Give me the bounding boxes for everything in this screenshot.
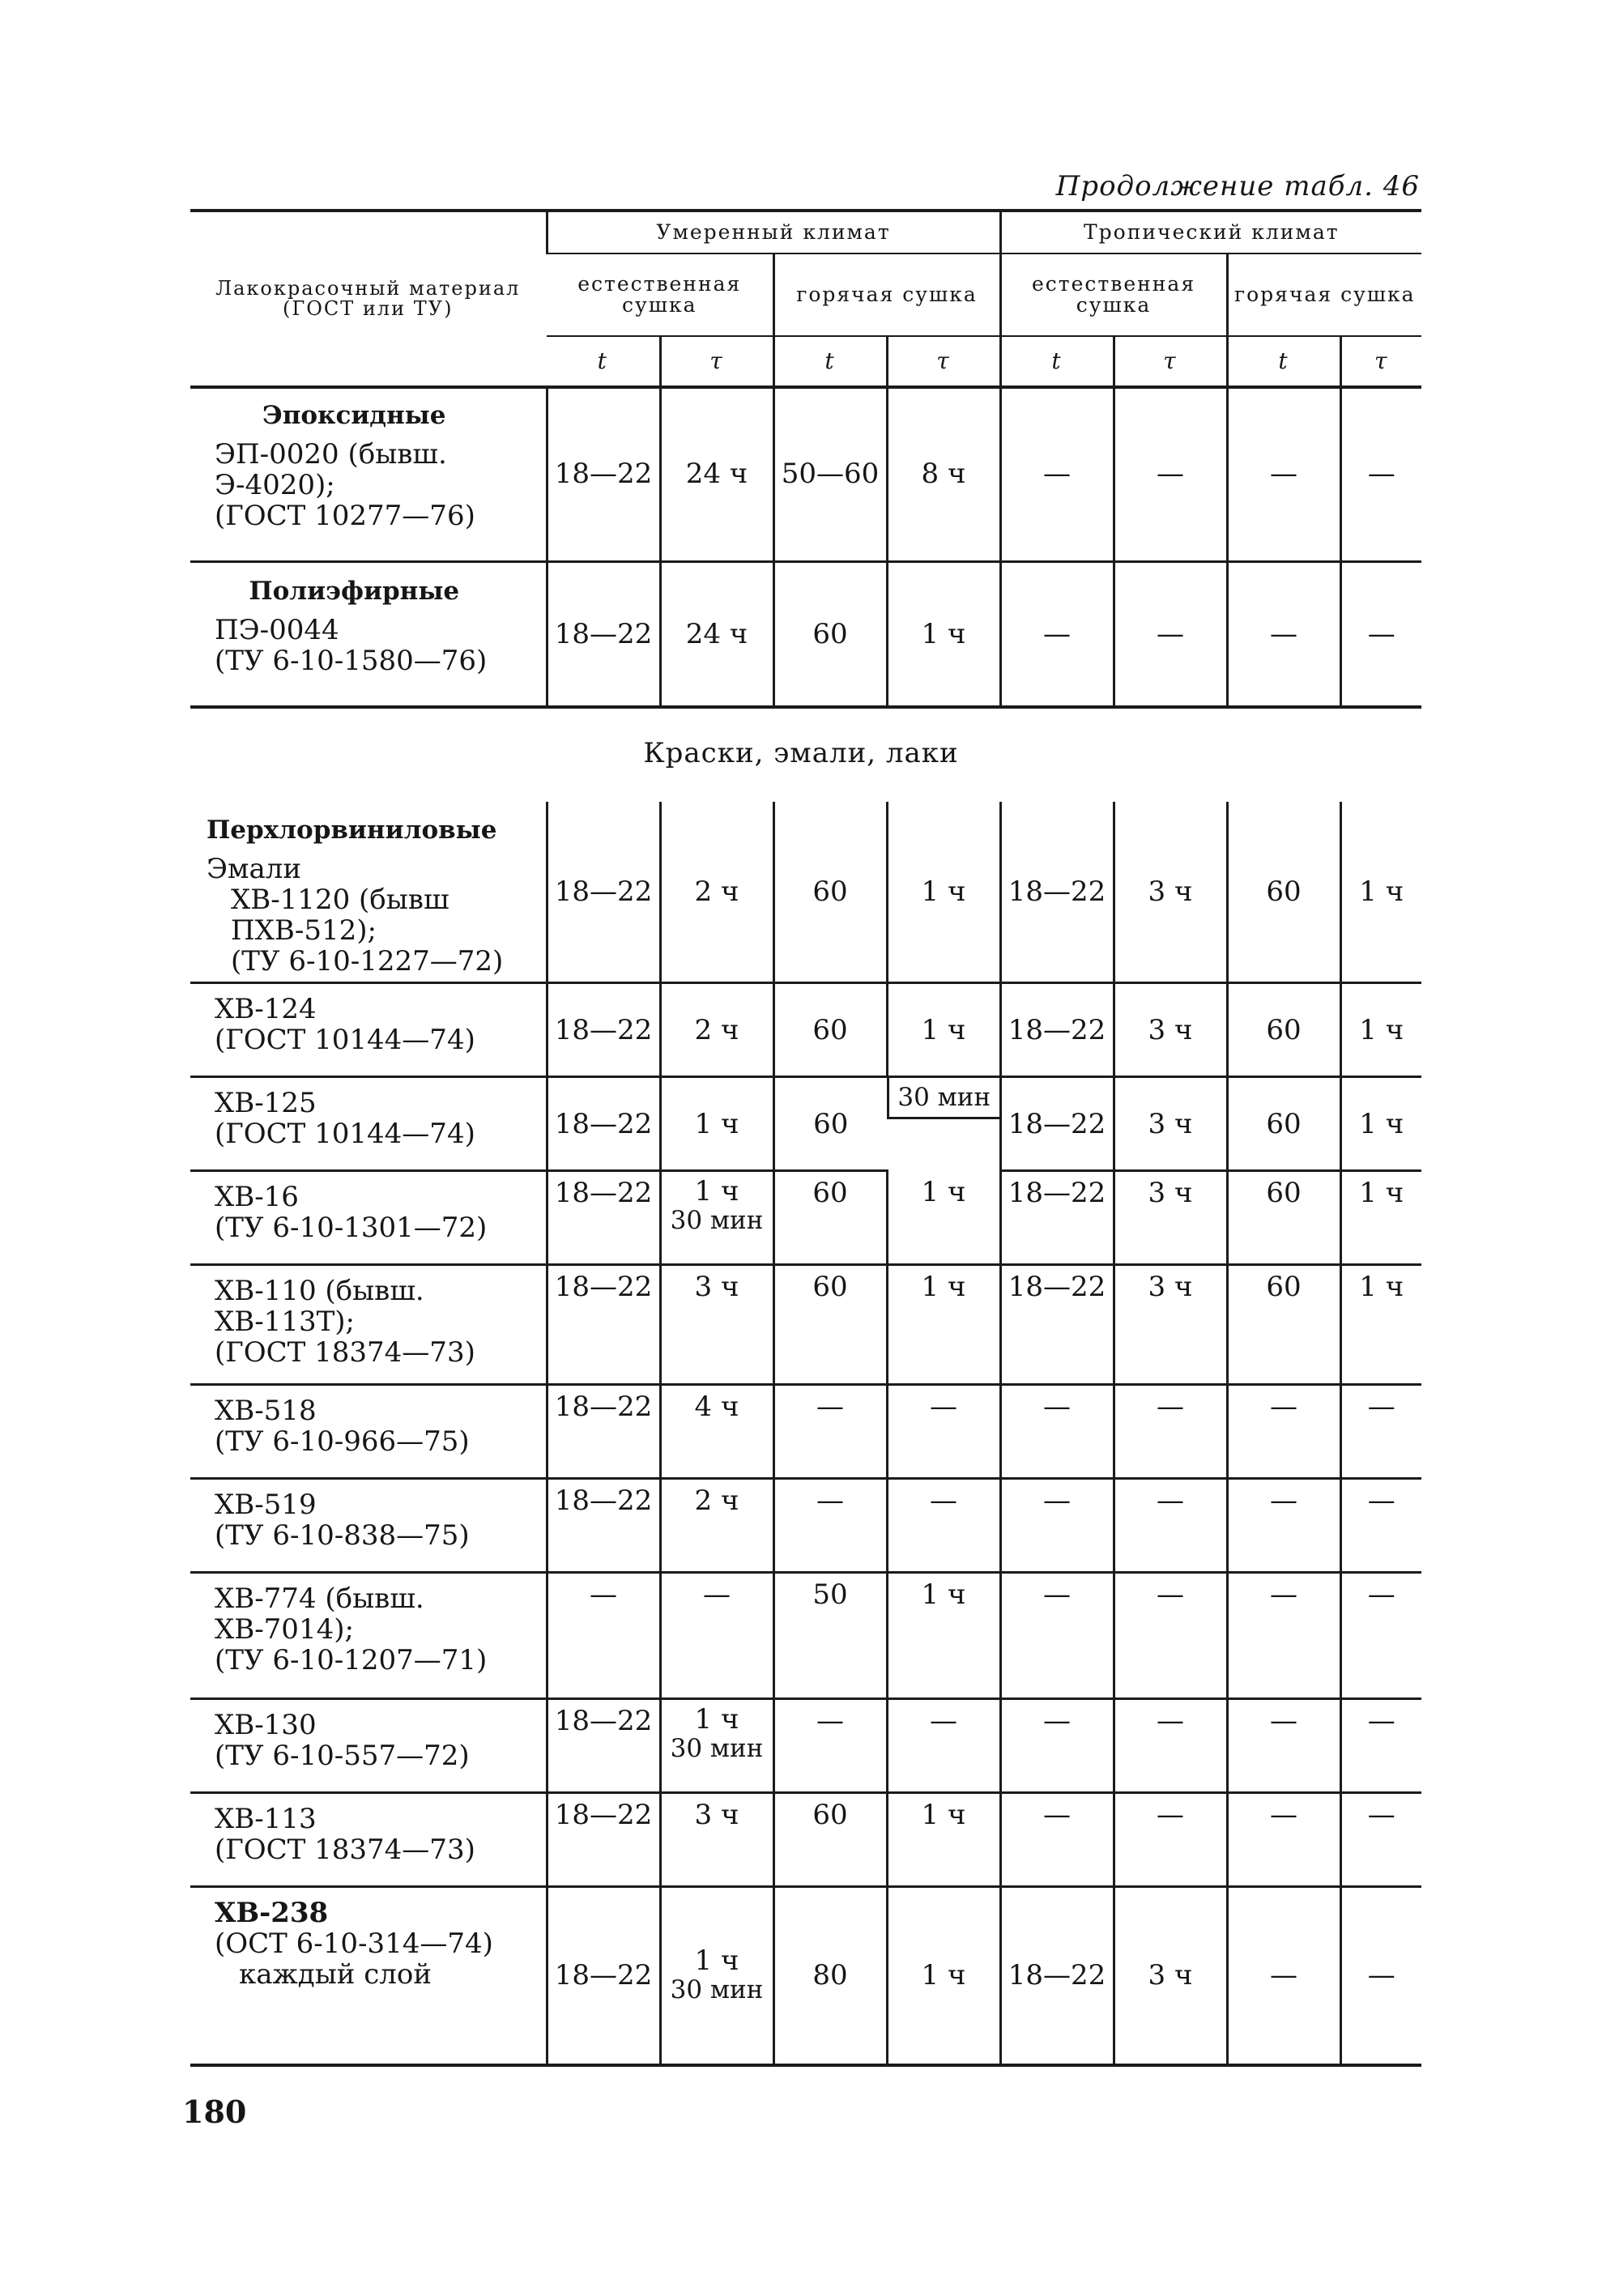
value-cell: — xyxy=(1227,1887,1340,2065)
value-cell: 18—22 xyxy=(547,1385,660,1479)
value-cell: — xyxy=(1227,1699,1340,1793)
value-cell: — xyxy=(773,1479,887,1573)
value-cell: 3 ч xyxy=(1114,1887,1227,2065)
material-line: ХВ-7014); xyxy=(215,1613,354,1646)
value-cell: 60 xyxy=(1227,1171,1340,1265)
page-number: 180 xyxy=(182,2094,247,2130)
header-tau: τ xyxy=(887,336,1000,387)
material-cell xyxy=(190,1699,547,1793)
section-title: Краски, эмали, лаки xyxy=(643,737,959,769)
material-line: ХВ-113 xyxy=(215,1803,317,1835)
material-line: ХВ-113Т); xyxy=(215,1306,355,1338)
material-cell xyxy=(190,1887,547,2065)
value-cell: 60 xyxy=(1227,983,1340,1077)
material-line: ХВ-110 (бывш. xyxy=(215,1275,424,1307)
value-cell: — xyxy=(1000,1573,1114,1699)
header-t: t xyxy=(773,336,887,387)
value-cell: 18—22 xyxy=(1000,802,1114,983)
value-cell: 1 ч xyxy=(887,1265,1000,1385)
value-cell xyxy=(660,1699,773,1793)
value-cell: — xyxy=(1227,1385,1340,1479)
value-line: 30 мин xyxy=(670,1206,764,1235)
value-cell: 18—22 xyxy=(1000,1171,1114,1265)
value-cell: 3 ч xyxy=(1114,1171,1227,1265)
table-header xyxy=(190,209,1421,389)
value-cell: 60 xyxy=(773,1077,887,1171)
header-t: t xyxy=(597,347,608,375)
header-tau: τ xyxy=(660,336,773,387)
material-line: ХВ-519 xyxy=(215,1489,317,1521)
value-cell: — xyxy=(660,1573,773,1699)
material-line: каждый слой xyxy=(239,1958,432,1991)
value-cell: — xyxy=(887,1479,1000,1573)
value-cell: 3 ч xyxy=(660,1793,773,1887)
table-row xyxy=(190,1479,1421,1573)
header-temperate-hot-drying: горячая сушка xyxy=(773,253,1000,336)
table-row xyxy=(190,1887,1421,2065)
value-cell: — xyxy=(1340,1699,1421,1793)
value-cell: — xyxy=(1000,1385,1114,1479)
material-cell xyxy=(190,1479,547,1573)
material-cell xyxy=(190,1077,547,1171)
value-cell: — xyxy=(1340,1479,1421,1573)
value-cell: — xyxy=(887,1699,1000,1793)
material-line: (ТУ 6-10-966—75) xyxy=(215,1425,470,1458)
value-cell: — xyxy=(1227,1479,1340,1573)
value-cell: 3 ч xyxy=(1114,802,1227,983)
value-cell: — xyxy=(887,1385,1000,1479)
value-cell: — xyxy=(1340,1385,1421,1479)
value-cell: 60 xyxy=(773,561,887,707)
material-cell xyxy=(190,802,547,983)
value-cell: 2 ч xyxy=(660,1479,773,1573)
value-cell: — xyxy=(1000,1699,1114,1793)
value-cell: — xyxy=(1114,387,1227,561)
material-cell xyxy=(190,1793,547,1887)
value-cell: 1 ч xyxy=(1340,1265,1421,1385)
material-line: ЭП-0020 (бывш. xyxy=(215,438,447,471)
value-cell: 18—22 xyxy=(547,1077,660,1171)
value-cell: 4 ч xyxy=(660,1385,773,1479)
value-cell: 18—22 xyxy=(547,983,660,1077)
header-tropical-climate: Тропический климат xyxy=(1000,211,1421,253)
value-cell: 18—22 xyxy=(547,802,660,983)
value-cell: 2 ч xyxy=(660,802,773,983)
header-tropical-hot-drying: горячая сушка xyxy=(1227,253,1421,336)
material-line: (ГОСТ 10144—74) xyxy=(215,1024,475,1056)
value-cell: — xyxy=(1114,561,1227,707)
material-line: ХВ-1120 (бывш xyxy=(231,884,449,916)
value-cell: — xyxy=(1114,1573,1227,1699)
material-line: ХВ-125 xyxy=(215,1087,317,1119)
value-cell: 1 ч xyxy=(1340,1077,1421,1171)
value-cell: — xyxy=(1340,1573,1421,1699)
material-line: (ТУ 6-10-1301—72) xyxy=(215,1212,488,1244)
value-cell: — xyxy=(773,1385,887,1479)
material-line: ПХВ-512); xyxy=(231,914,377,947)
value-cell: — xyxy=(1000,561,1114,707)
value-cell: 60 xyxy=(773,802,887,983)
value-cell: 2 ч xyxy=(660,983,773,1077)
value-cell: — xyxy=(1000,1479,1114,1573)
table-row xyxy=(190,387,1421,561)
material-subgroup: Эмали xyxy=(207,853,301,885)
value-cell: 1 ч xyxy=(1340,983,1421,1077)
value-cell: 1 ч xyxy=(887,1171,1000,1265)
material-cell xyxy=(190,983,547,1077)
value-cell: 18—22 xyxy=(547,561,660,707)
material-line: (ОСТ 6-10-314—74) xyxy=(215,1928,493,1960)
value-line: 30 мин xyxy=(670,1975,764,2005)
value-cell: — xyxy=(1227,561,1340,707)
value-cell: 18—22 xyxy=(547,1171,660,1265)
material-line: (ТУ 6-10-1580—76) xyxy=(215,644,488,677)
value-cell: 18—22 xyxy=(1000,983,1114,1077)
value-cell: — xyxy=(1340,387,1421,561)
table-row xyxy=(190,1265,1421,1385)
value-cell: 1 ч xyxy=(887,983,1000,1077)
header-t: t xyxy=(1000,336,1114,387)
material-line: (ТУ 6-10-838—75) xyxy=(215,1519,470,1552)
value-cell: — xyxy=(1227,1573,1340,1699)
material-cell xyxy=(190,1385,547,1479)
value-cell: 1 ч xyxy=(887,1887,1000,2065)
material-line: ПЭ-0044 xyxy=(215,613,339,646)
value-cell: 18—22 xyxy=(1000,1265,1114,1385)
material-line: Э-4020); xyxy=(215,469,335,501)
group-title: Перхлорвиниловые xyxy=(207,816,497,845)
value-cell: 3 ч xyxy=(660,1265,773,1385)
value-cell: 3 ч xyxy=(1114,1265,1227,1385)
value-cell: — xyxy=(1114,1793,1227,1887)
value-cell: 1 ч xyxy=(887,1793,1000,1887)
material-line: (ГОСТ 18374—73) xyxy=(215,1834,475,1866)
value-cell: 18—22 xyxy=(547,1479,660,1573)
value-cell: — xyxy=(1227,1793,1340,1887)
material-cell xyxy=(190,1265,547,1385)
value-cell: — xyxy=(1114,1479,1227,1573)
material-cell xyxy=(190,1573,547,1699)
value-cell: 18—22 xyxy=(547,1793,660,1887)
value-cell: — xyxy=(1340,561,1421,707)
material-cell xyxy=(190,387,547,561)
value-cell: 18—22 xyxy=(547,1265,660,1385)
value-cell: — xyxy=(1000,387,1114,561)
material-line: ХВ-130 xyxy=(215,1709,317,1741)
value-cell: 1 ч xyxy=(887,561,1000,707)
value-cell: 50 xyxy=(773,1573,887,1699)
table-row xyxy=(190,1793,1421,1887)
table-row xyxy=(190,1077,1421,1171)
value-cell: — xyxy=(1000,1793,1114,1887)
value-cell: 60 xyxy=(1227,1265,1340,1385)
material-line: (ТУ 6-10-557—72) xyxy=(215,1740,470,1772)
value-line: 1 ч xyxy=(694,1945,739,1978)
value-cell: 3 ч xyxy=(1114,1077,1227,1171)
value-cell: 18—22 xyxy=(1000,1887,1114,2065)
header-temperate-natural-drying: естественная сушка xyxy=(547,253,773,336)
value-cell: 1 ч xyxy=(1340,1171,1421,1265)
material-line: (ГОСТ 10144—74) xyxy=(215,1118,475,1150)
value-cell: — xyxy=(1114,1385,1227,1479)
table-row xyxy=(190,983,1421,1077)
value-line: 30 мин xyxy=(670,1734,764,1763)
value-cell xyxy=(660,1171,773,1265)
value-cell: 50—60 xyxy=(773,387,887,561)
value-cell: 60 xyxy=(773,983,887,1077)
value-cell: 8 ч xyxy=(887,387,1000,561)
value-cell: 3 ч xyxy=(1114,983,1227,1077)
material-line: ХВ-16 xyxy=(215,1181,299,1213)
value-cell: 60 xyxy=(773,1793,887,1887)
value-cell: 18—22 xyxy=(547,387,660,561)
value-cell: 60 xyxy=(1227,802,1340,983)
value-line: 1 ч xyxy=(694,1175,739,1208)
value-cell: 1 ч xyxy=(887,802,1000,983)
value-cell: 60 xyxy=(1227,1077,1340,1171)
material-line: (ТУ 6-10-1207—71) xyxy=(215,1644,488,1676)
material-line: ХВ-518 xyxy=(215,1395,317,1427)
header-material: Лакокрасочный материал (ГОСТ или ТУ) xyxy=(190,211,547,387)
value-cell: 1 ч xyxy=(1340,802,1421,983)
table-caption: Продолжение табл. 46 xyxy=(1055,170,1420,202)
value-cell: — xyxy=(547,1573,660,1699)
table-row xyxy=(190,1385,1421,1479)
material-line: ХВ-774 (бывш. xyxy=(215,1582,424,1615)
header-t: t xyxy=(1227,336,1340,387)
table-row xyxy=(190,1171,1421,1265)
table-section-paints xyxy=(190,802,1421,2067)
header-temperate-climate: Умеренный климат xyxy=(547,211,1000,253)
value-cell: 60 xyxy=(773,1265,887,1385)
material-line: (ГОСТ 10277—76) xyxy=(215,500,475,532)
value-cell: — xyxy=(1114,1699,1227,1793)
value-cell: 1 ч xyxy=(887,1573,1000,1699)
material-cell xyxy=(190,561,547,707)
material-line: ХВ-238 xyxy=(215,1897,329,1929)
header-tropical-natural-drying: естественная сушка xyxy=(1000,253,1227,336)
value-cell: 24 ч xyxy=(660,561,773,707)
value-cell xyxy=(660,1887,773,2065)
material-cell xyxy=(190,1171,547,1265)
value-cell: 18—22 xyxy=(547,1699,660,1793)
value-cell: 1 ч xyxy=(660,1077,773,1171)
value-cell: 18—22 xyxy=(547,1887,660,2065)
value-cell: 30 мин xyxy=(887,1078,999,1119)
material-line: ХВ-124 xyxy=(215,993,317,1025)
group-title: Полиэфирные xyxy=(249,576,460,606)
value-cell: — xyxy=(1227,387,1340,561)
value-cell: 60 xyxy=(773,1171,887,1265)
table-section-varnishes xyxy=(190,387,1421,709)
value-cell: 80 xyxy=(773,1887,887,2065)
table-row xyxy=(190,561,1421,707)
value-cell: — xyxy=(773,1699,887,1793)
table-row xyxy=(190,1699,1421,1793)
value-cell: 24 ч xyxy=(660,387,773,561)
material-line: (ГОСТ 18374—73) xyxy=(215,1336,475,1369)
value-cell: 18—22 xyxy=(1000,1077,1114,1171)
value-line: 1 ч xyxy=(694,1703,739,1736)
header-tau: τ xyxy=(1340,336,1421,387)
value-cell: — xyxy=(1340,1793,1421,1887)
material-line: (ТУ 6-10-1227—72) xyxy=(231,945,504,978)
table-row xyxy=(190,802,1421,983)
table-row xyxy=(190,1573,1421,1699)
header-tau: τ xyxy=(1114,336,1227,387)
group-title: Эпоксидные xyxy=(262,401,446,430)
value-cell: — xyxy=(1340,1887,1421,2065)
